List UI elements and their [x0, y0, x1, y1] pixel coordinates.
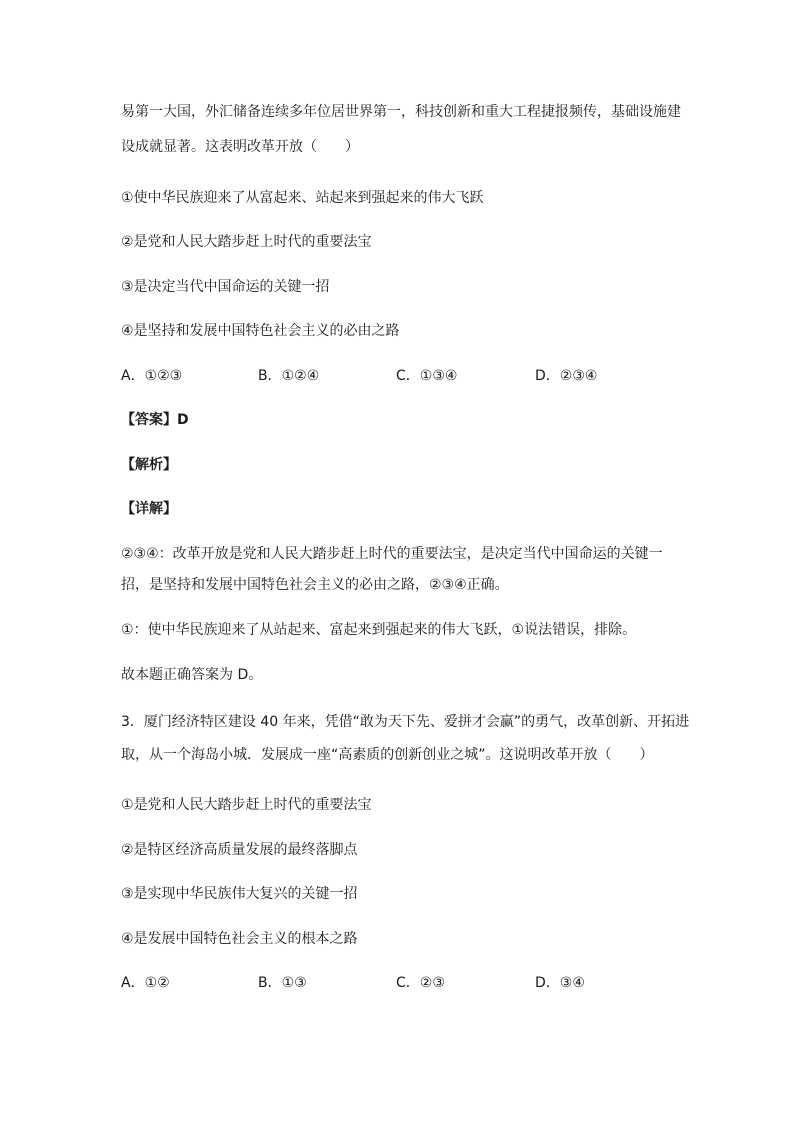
q3-item-4: ④是发展中国特色社会主义的根本之路: [121, 931, 358, 947]
q3-stem-line-1: 3．厦门经济特区建设 40 年来，凭借“敢为天下先、爱拼才会赢”的勇气，改革创新、开拓进: [121, 714, 690, 730]
q2-stem-line-2: 设成就显著。这表明改革开放（ ）: [121, 139, 359, 155]
q2-stem-line-1: 易第一大国，外汇储备连续多年位居世界第一，科技创新和重大工程捷报频传，基础设施建: [121, 104, 681, 120]
q3-option-a: A．①②: [121, 975, 170, 991]
q2-option-c: C．①③④: [396, 368, 458, 384]
q2-option-d: D．②③④: [535, 368, 598, 384]
q2-detail-line-1: ②③④：改革开放是党和人民大踏步赶上时代的重要法宝，是决定当代中国命运的关键一: [121, 546, 663, 562]
q3-item-1: ①是党和人民大踏步赶上时代的重要法宝: [121, 797, 372, 813]
q3-item-2: ②是特区经济高质量发展的最终落脚点: [121, 842, 358, 858]
q3-item-3: ③是实现中华民族伟大复兴的关键一招: [121, 886, 358, 902]
q2-item-4: ④是坚持和发展中国特色社会主义的必由之路: [121, 323, 400, 339]
q3-option-d: D．③④: [535, 975, 585, 991]
q2-item-2: ②是党和人民大踏步赶上时代的重要法宝: [121, 234, 372, 250]
q2-analysis-heading: 【解析】: [121, 457, 177, 473]
q2-option-b: B．①②④: [258, 368, 320, 384]
q3-option-c: C．②③: [396, 975, 445, 991]
q2-answer: 【答案】D: [121, 412, 189, 428]
q2-item-1: ①使中华民族迎来了从富起来、站起来到强起来的伟大飞跃: [121, 190, 484, 206]
q2-option-a: A．①②③: [121, 368, 183, 384]
q2-detail-line-3: ①：使中华民族迎来了从站起来、富起来到强起来的伟大飞跃，①说法错误，排除。: [121, 622, 637, 638]
q2-item-3: ③是决定当代中国命运的关键一招: [121, 279, 330, 295]
q2-detail-heading: 【详解】: [121, 501, 177, 517]
q2-detail-line-2: 招，是坚持和发展中国特色社会主义的必由之路，②③④正确。: [121, 577, 509, 593]
q3-stem-line-2: 取，从一个海岛小城．发展成一座“高素质的创新创业之城”。这说明改革开放（ ）: [121, 747, 654, 763]
q2-conclusion: 故本题正确答案为 D。: [121, 667, 263, 683]
q3-option-b: B．①③: [258, 975, 307, 991]
